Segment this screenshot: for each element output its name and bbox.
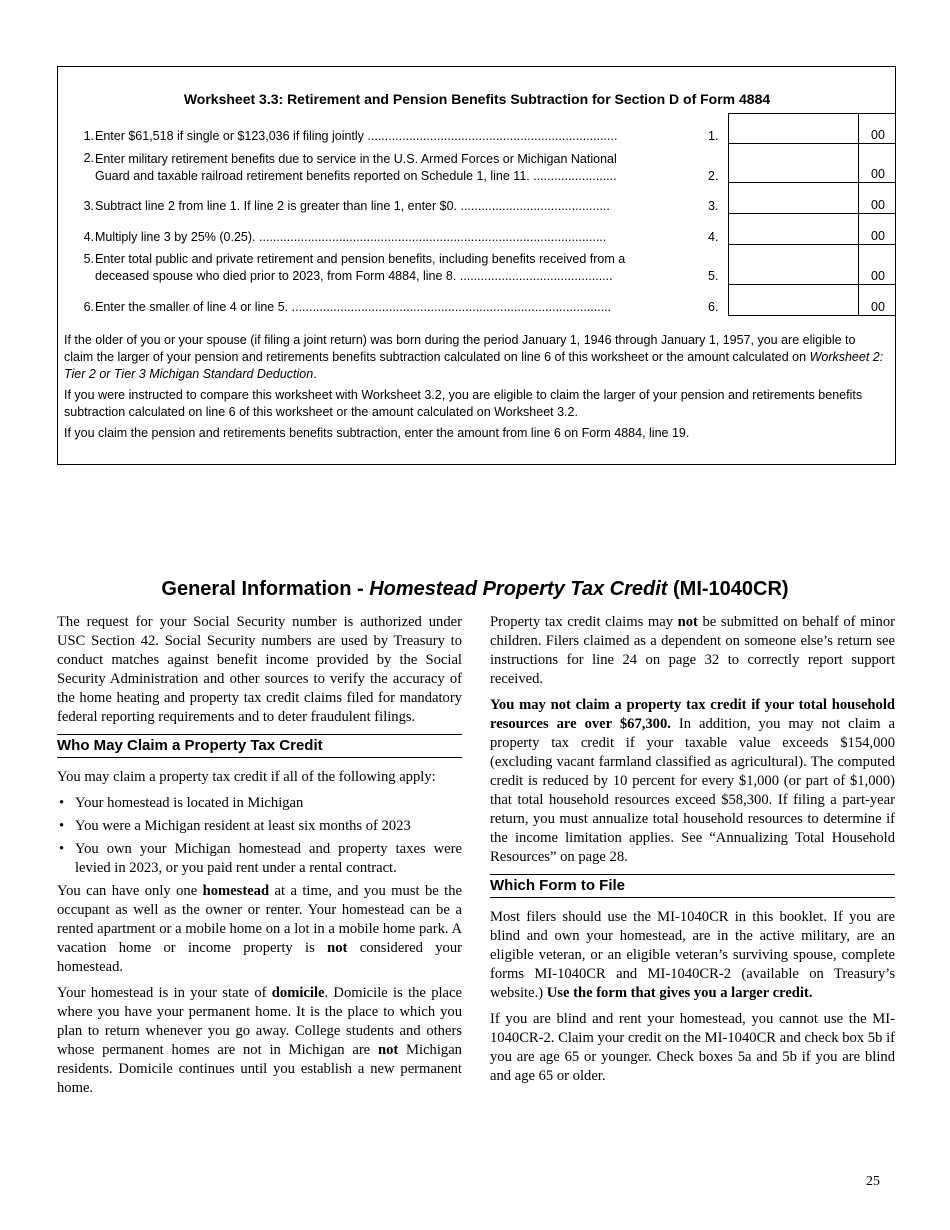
line-text: Enter total public and private retirement and pension benefits, including benefits received from a bbox=[95, 252, 626, 266]
cents-value: 00 bbox=[871, 300, 885, 314]
household-resources-paragraph: You may not claim a property tax credit if your total household resources are over $67,300. In addition, you may not claim a property tax credit if your taxable value exceeds $154,000 (excluding vacant farmland classified as agricultural). The computed credit is reduced by 10 percent for every $1,000 (or part of $1,000) that total household resources exceed $58,300. If filing a part-year return, you must annualize total household resources to determine if the income limitation applies. See “Annualizing Total Household Resources” on page 28. bbox=[490, 697, 895, 865]
line-text: Enter the smaller of line 4 or line 5. ............................................................................................ bbox=[95, 300, 612, 314]
minor-children-paragraph: Property tax credit claims may not be submitted on behalf of minor children. Filers claimed as a dependent on someone else’s return see instructions for line 24 on page 32 to correctly report support received. bbox=[490, 614, 895, 687]
amount-box-line-6[interactable] bbox=[728, 285, 896, 316]
line-text-continued: Guard and taxable railroad retirement benefits reported on Schedule 1, line 11. ........................ bbox=[95, 169, 617, 183]
line-ref-number: 4. bbox=[708, 230, 719, 244]
line-text: Enter $61,518 if single or $123,036 if filing jointly ........................................................................ bbox=[95, 129, 618, 143]
section-heading-which-form: Which Form to File bbox=[490, 874, 895, 898]
general-information-heading: General Information - Homestead Property Tax Credit (MI-1040CR) bbox=[161, 578, 789, 600]
list-item: • Your homestead is located in Michigan bbox=[57, 794, 462, 813]
line-number: 3. bbox=[83, 199, 94, 213]
list-item: • You own your Michigan homestead and property taxes were levied in 2023, or you paid rent under a rental contract. bbox=[57, 840, 462, 878]
page-number: 25 bbox=[866, 1174, 880, 1189]
worksheet-note-1: If the older of you or your spouse (if filing a joint return) was born during the period January 1, 1946 through January 1, 1957, you are eligible to claim the larger of your pension and retirements benefits subtraction calculated on line 6 of this worksheet or the amount calculated on Worksheet 2: Tier 2 or Tier 3 Michigan Standard Deduction. bbox=[64, 333, 884, 381]
amount-box-line-2[interactable] bbox=[728, 144, 896, 183]
eligibility-intro: You may claim a property tax credit if all of the following apply: bbox=[57, 769, 436, 785]
worksheet-note-3: If you claim the pension and retirements benefits subtraction, enter the amount from line 6 on Form 4884, line 19. bbox=[64, 426, 690, 440]
list-item: • You were a Michigan resident at least six months of 2023 bbox=[57, 817, 462, 836]
line-text: Multiply line 3 by 25% (0.25). .................................................................................................... bbox=[95, 230, 607, 244]
blind-renter-paragraph: If you are blind and rent your homestead, you cannot use the MI-1040CR-2. Claim your credit on the MI-1040CR and check box 5b if you are age 65 or younger. Check boxes 5a and 5b if you are blind and age 65 or older. bbox=[490, 1011, 895, 1084]
line-text: Enter military retirement benefits due to service in the U.S. Armed Forces or Michigan National bbox=[95, 152, 617, 166]
line-text: Subtract line 2 from line 1. If line 2 is greater than line 1, enter $0. ........................................... bbox=[95, 199, 610, 213]
amount-box-line-4[interactable] bbox=[728, 214, 896, 245]
line-ref-number: 2. bbox=[708, 169, 719, 183]
right-column bbox=[490, 613, 895, 1093]
amount-box-line-3[interactable] bbox=[728, 183, 896, 214]
amount-box-line-5[interactable] bbox=[728, 245, 896, 285]
line-ref-number: 1. bbox=[708, 129, 719, 143]
cents-value: 00 bbox=[871, 229, 885, 243]
line-number: 4. bbox=[83, 230, 94, 244]
eligibility-list bbox=[57, 794, 462, 878]
worksheet-note-2: If you were instructed to compare this worksheet with Worksheet 3.2, you are eligible to claim the larger of your pension and retirements benefits subtraction calculated on line 6 of this worksheet or the amount calculated on Worksheet 3.2. bbox=[64, 388, 863, 419]
line-number: 5. bbox=[83, 252, 94, 266]
domicile-paragraph: Your homestead is in your state of domicile. Domicile is the place where you have your permanent home. It is the place to which you plan to return whenever you go away. College students and others whose permanent homes are not in Michigan are not Michigan residents. Domicile continues until you establish a new permanent home. bbox=[57, 985, 462, 1096]
worksheet-title: Worksheet 3.3: Retirement and Pension Benefits Subtraction for Section D of Form 4884 bbox=[183, 91, 771, 107]
homestead-paragraph: You can have only one homestead at a time, and you must be the occupant as well as the owner or renter. Your homestead can be a rented apartment or a mobile home on a lot in a mobile home park. A vacation home or income property is not considered your homestead. bbox=[57, 883, 463, 975]
amount-box-line-1[interactable] bbox=[728, 113, 896, 144]
cents-value: 00 bbox=[871, 198, 885, 212]
line-ref-number: 6. bbox=[708, 300, 719, 314]
cents-value: 00 bbox=[871, 167, 885, 181]
cents-value: 00 bbox=[871, 269, 885, 283]
line-number: 6. bbox=[83, 300, 94, 314]
worksheet-reference: Worksheet 2: Tier 2 or Tier 3 Michigan Standard Deduction bbox=[64, 350, 884, 381]
left-column bbox=[57, 613, 462, 1105]
worksheet-3-3 bbox=[57, 66, 896, 465]
line-number: 1. bbox=[83, 129, 94, 143]
line-ref-number: 5. bbox=[708, 269, 719, 283]
ssn-authorization-paragraph: The request for your Social Security number is authorized under USC Section 42. Social Security numbers are used by Treasury to conduct matches against benefit income provided by the Social Security Administration and other sources to verify the accuracy of the home heating and property tax credit claims filed for mandatory federal reporting requirements and to deter fraudulent filings. bbox=[57, 614, 462, 725]
cents-value: 00 bbox=[871, 128, 885, 142]
line-ref-number: 3. bbox=[708, 199, 719, 213]
which-form-paragraph: Most filers should use the MI-1040CR in this booklet. If you are blind and own your homestead, are in the active military, are an eligible veteran, or an eligible veteran’s surviving spouse, complete forms MI-1040CR and MI-1040CR-2 (available on Treasury’s website.) Use the form that gives you a larger credit. bbox=[490, 909, 895, 1001]
line-text-continued: deceased spouse who died prior to 2023, from Form 4884, line 8. ............................................ bbox=[95, 269, 613, 283]
line-number: 2. bbox=[83, 151, 94, 165]
section-heading-who-may-claim: Who May Claim a Property Tax Credit bbox=[57, 734, 462, 758]
